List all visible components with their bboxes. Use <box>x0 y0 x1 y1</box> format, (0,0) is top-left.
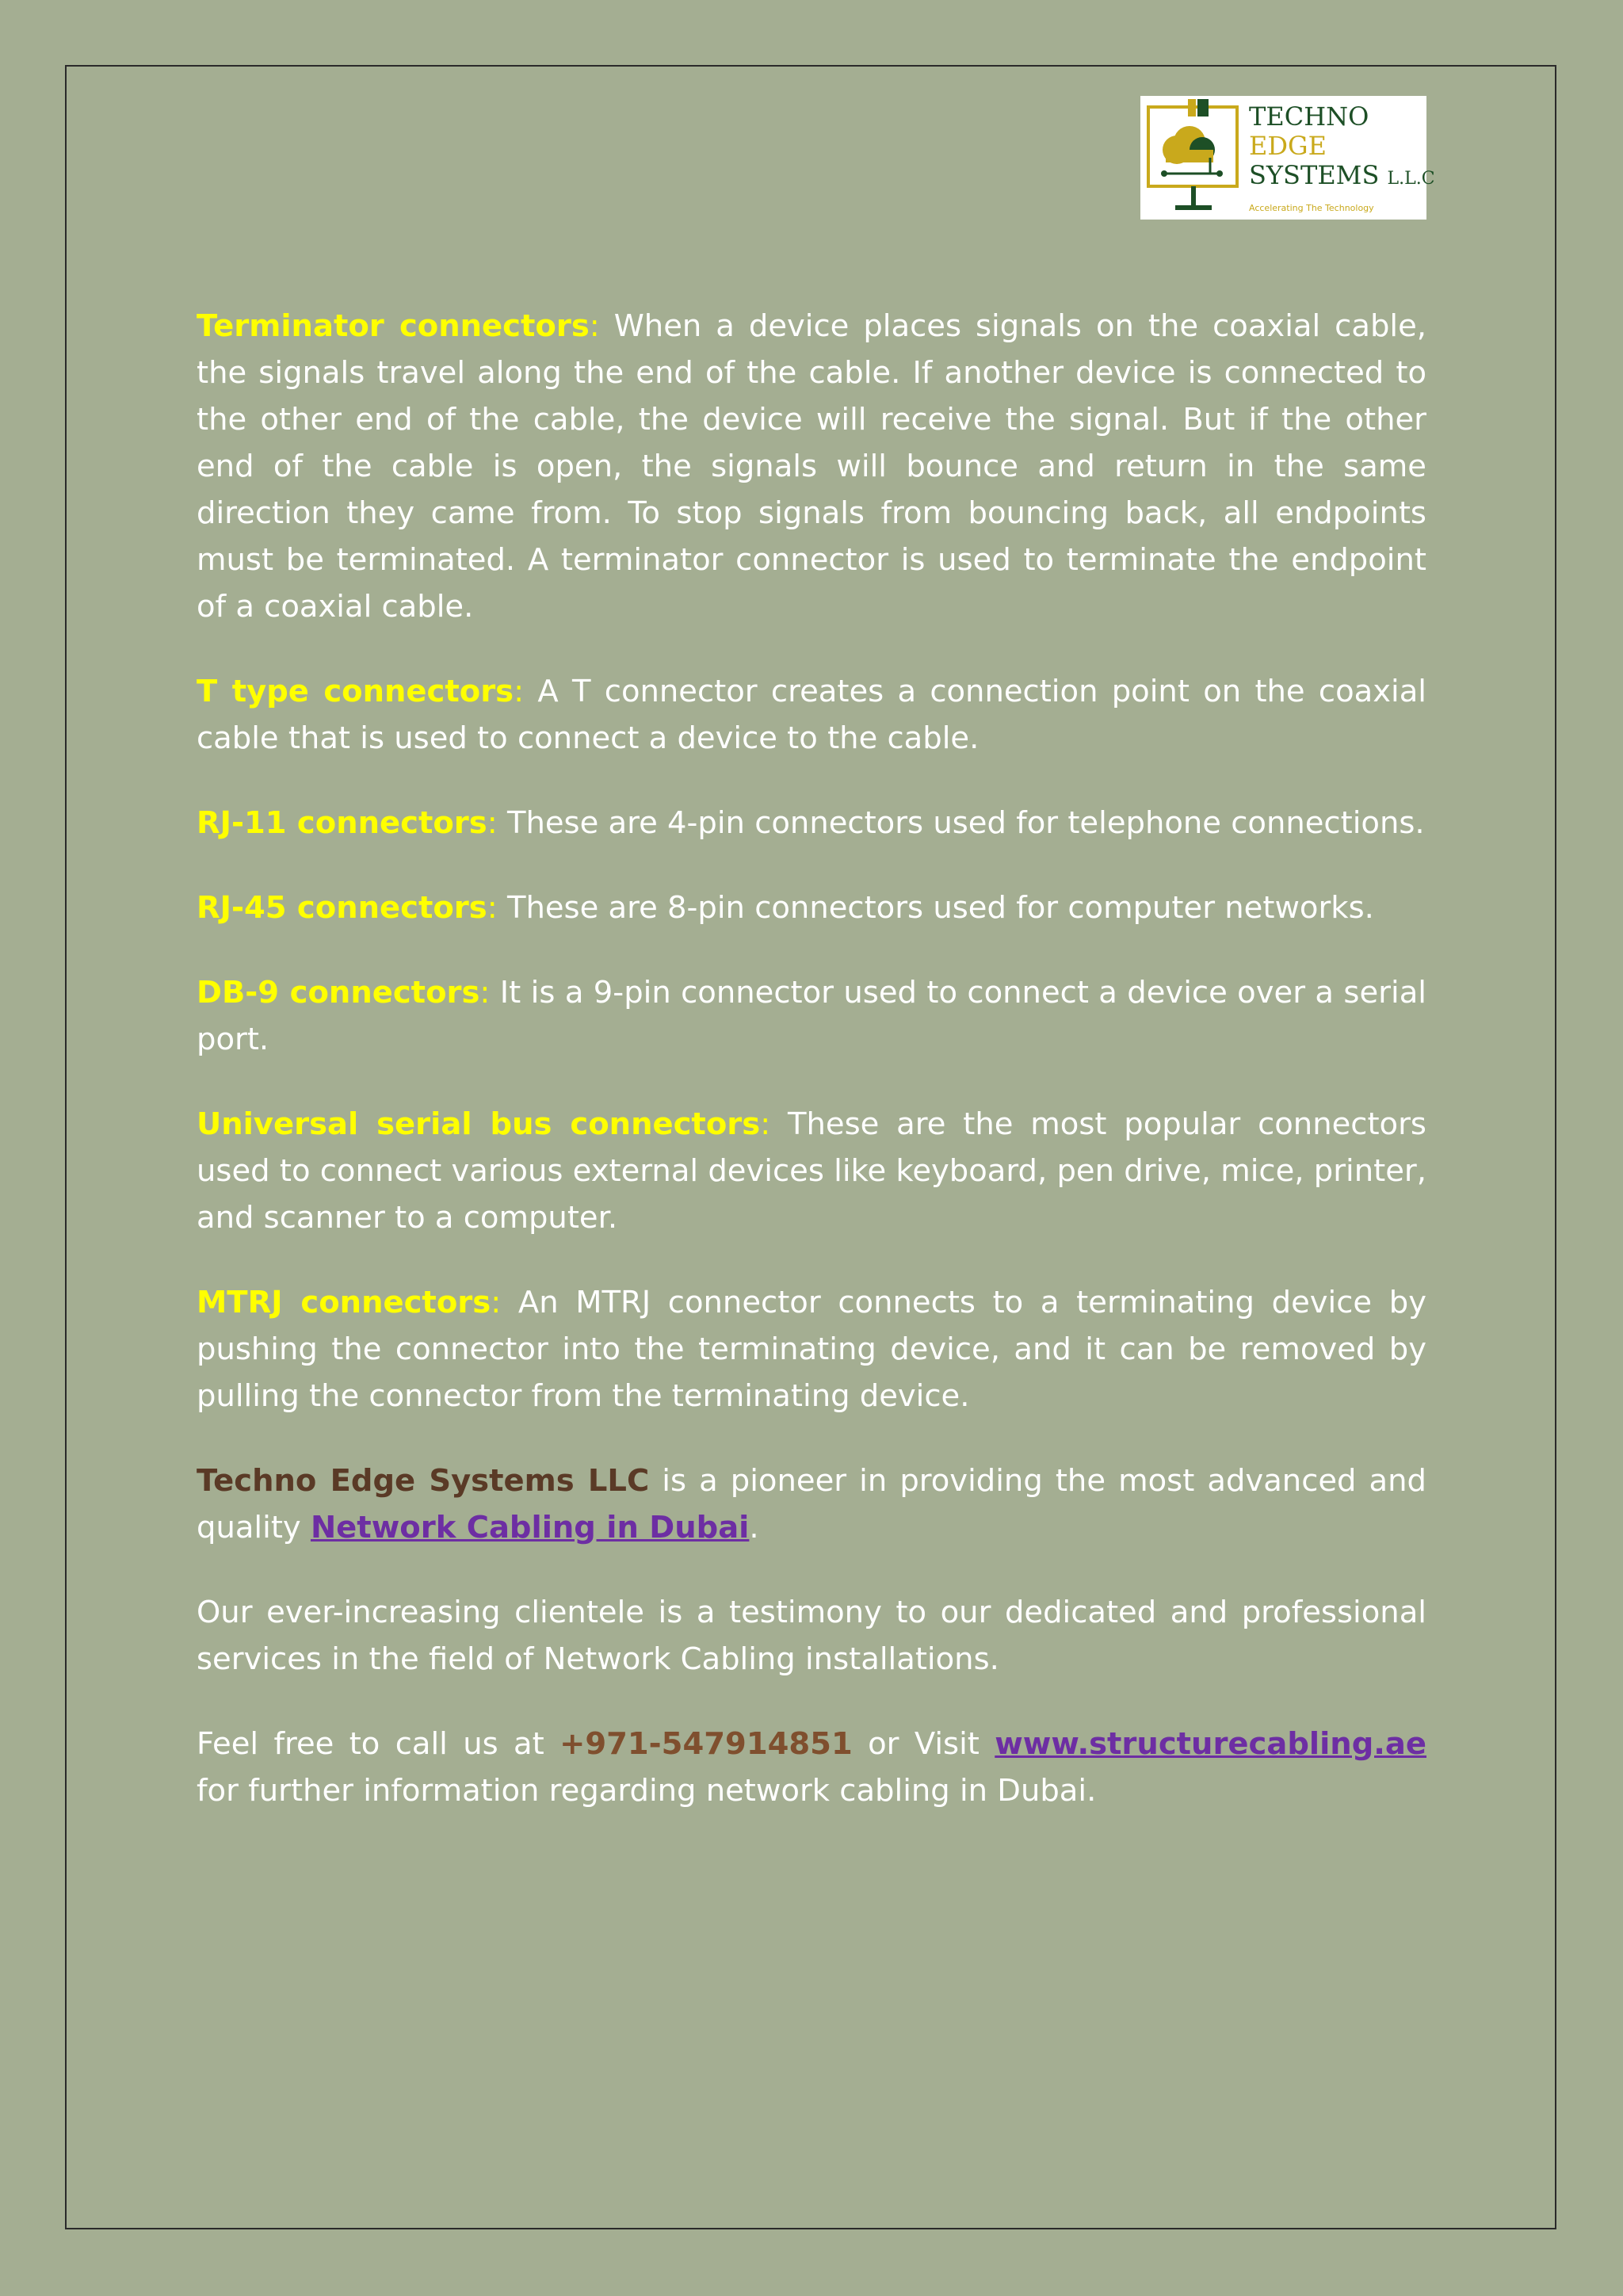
company-paragraph <box>197 1457 1426 1551</box>
clientele-paragraph: Our ever-increasing clientele is a testimony to our dedicated and professional services in the field of Network Cabling installations. <box>197 1595 1426 1677</box>
contact-paragraph <box>197 1721 1426 1814</box>
document-body <box>197 303 1426 1852</box>
company-logo <box>1140 96 1435 220</box>
network-cabling-link[interactable]: Network Cabling in Dubai <box>310 1510 750 1545</box>
term-description: These are 4-pin connectors used for telephone connections. <box>497 805 1425 841</box>
company-period: . <box>749 1510 759 1545</box>
logo-line-edge: EDGE <box>1249 131 1327 161</box>
section-t-type <box>197 668 1426 762</box>
term-description: A T connector creates a connection point on the coaxial cable that is used to connect a device to the cable. <box>197 674 1426 756</box>
term-description: When a device places signals on the coaxial cable, the signals travel along the end of the cable. If another device is connected to the other end of the cable, the device will receive the signal. But if the other end of the cable is open, the signals will bounce and return in the same direction they came from. To stop signals from bouncing back, all endpoints must be terminated. A terminator connector is used to terminate the endpoint of a coaxial cable. <box>197 308 1426 625</box>
term-colon: : <box>514 674 525 709</box>
term-heading: Universal serial bus connectors <box>197 1106 761 1142</box>
contact-middle: or Visit <box>852 1726 995 1762</box>
term-description: These are 8-pin connectors used for computer networks. <box>497 890 1374 926</box>
section-db9 <box>197 969 1426 1063</box>
contact-prefix: Feel free to call us at <box>197 1726 560 1762</box>
section-rj11 <box>197 800 1426 846</box>
company-name: Techno Edge Systems LLC <box>197 1463 650 1499</box>
logo-systems-text: SYSTEMS <box>1249 160 1380 190</box>
section-mtrj <box>197 1279 1426 1419</box>
term-colon: : <box>487 890 498 926</box>
logo-monitor-cloud-icon <box>1140 96 1249 220</box>
section-rj45 <box>197 884 1426 931</box>
term-colon: : <box>487 805 498 841</box>
website-link[interactable]: www.structurecabling.ae <box>995 1726 1426 1762</box>
section-terminator <box>197 303 1426 630</box>
term-heading: RJ-11 connectors <box>197 805 487 841</box>
term-description: It is a 9-pin connector used to connect a device over a serial port. <box>197 975 1426 1057</box>
term-colon: : <box>589 308 600 344</box>
term-heading: RJ-45 connectors <box>197 890 487 926</box>
section-usb <box>197 1101 1426 1241</box>
term-colon: : <box>760 1106 771 1142</box>
term-colon: : <box>479 975 491 1010</box>
term-description: These are the most popular connectors used to connect various external devices like keyboard, pen drive, mice, printer, and scanner to a computer. <box>197 1106 1426 1236</box>
term-colon: : <box>491 1285 502 1320</box>
logo-tagline: Accelerating The Technology <box>1249 203 1374 213</box>
logo-line-techno: TECHNO <box>1249 101 1369 132</box>
phone-number[interactable]: +971-547914851 <box>559 1726 853 1762</box>
contact-suffix: for further information regarding network cabling in Dubai. <box>197 1773 1097 1809</box>
term-heading: Terminator connectors <box>197 308 590 344</box>
logo-wordmark <box>1249 102 1435 193</box>
logo-line-systems <box>1249 161 1435 193</box>
logo-llc-text: L.L.C <box>1387 169 1435 189</box>
company-description: is a pioneer in providing the most advanced and quality <box>197 1463 1426 1545</box>
term-heading: DB-9 connectors <box>197 975 480 1010</box>
term-heading: T type connectors <box>197 674 514 709</box>
term-description: An MTRJ connector connects to a terminating device by pushing the connector into the terminating device, and it can be removed by pulling the connector from the terminating device. <box>197 1285 1427 1414</box>
term-heading: MTRJ connectors <box>197 1285 491 1320</box>
